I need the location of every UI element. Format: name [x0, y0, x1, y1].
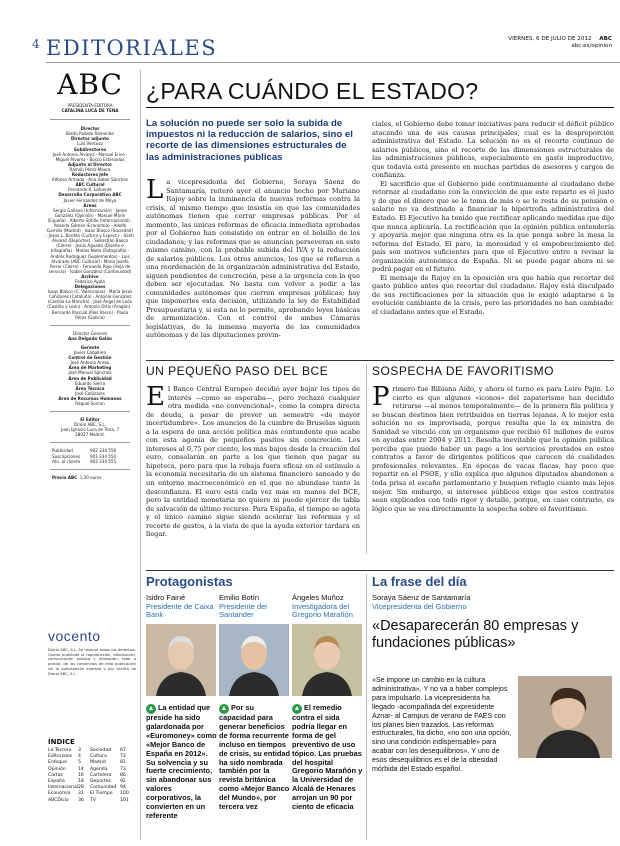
- index-cell: 4: [78, 754, 81, 760]
- contact-value: 902 334 555: [90, 458, 117, 464]
- index-cell: Editoriales: [48, 754, 73, 760]
- favoritismo-body: [372, 382, 614, 513]
- index-cell: El Tiempo: [90, 791, 113, 797]
- management-name: José Cañizares: [75, 390, 105, 396]
- bce-title: UN PEQUEÑO PASO DEL BCE: [146, 364, 329, 378]
- staff-name: Javier Fernández de Moya: [63, 197, 117, 203]
- protagonist-card: [146, 593, 217, 820]
- main-editorial-text: a vicepresidenta del Gobierno, Soraya Sáenz de Santamaría, reiteró ayer el anuncio hecho por Mariano Rajoy sobre la inminencia de nuevas reformas contra la crisis, al mismo tiempo que insistía en que las comunidades autónomas tienen que cerrar empresas públicas. Por el momento, las únicas reformas de eficacia inmediata aprobadas por el Gobierno han consistido en entrar en el bolsillo de los ciudadanos; y las reformas que se anuncian perseveran en este mismo camino, con la probable subida del IVA y la reducción de salarios públicos. Los otros anuncios, los que se refieren a una reordenación de la organización administrativa del Estado, siguen pendientes de concreción, pese a la urgencia con la que deben ser ejecutadas. No basta con volver a pedir a las comunidades autónomas que cierren empresas públicas; hay que imponerles esta decisión, utilizando la ley de Estabilidad Presupuestaria y, si esta no lo permite, aprobando leyes básicas de armonización. Con el control de ambas Cámaras legislativas, de la inmensa mayoría de las comunidades autónomas y de las diputaciones provin-: [146, 178, 360, 339]
- up-arrow-icon: ▲: [147, 705, 155, 712]
- up-arrow-icon: ▲: [293, 705, 301, 712]
- index-cell: 5: [78, 760, 81, 766]
- staff-role: Áreas: [83, 202, 97, 208]
- index-cell: Cartelera: [90, 772, 112, 778]
- protagonist-card: [219, 593, 291, 812]
- index-cell: 18: [78, 779, 84, 785]
- staff-name: Alfonso Armada · Ana Isabel Sánchez: [51, 177, 129, 183]
- index-cell: 14: [78, 766, 84, 772]
- index-cell: Opinión: [48, 766, 66, 772]
- index-cell: ABCDicio: [48, 797, 69, 803]
- index-cell: 31: [78, 791, 84, 797]
- management-name: Javier Caballero: [73, 350, 107, 356]
- management-name: Raquel Sorcon: [75, 400, 105, 406]
- staff-role: Subdirectores: [73, 146, 107, 152]
- main-editorial-title: ¿PARA CUÁNDO EL ESTADO?: [146, 78, 479, 104]
- protagonist-quote-text: La entidad que preside ha sido galardonada por «Euromoney» como «Mejor Banco de España en 2012». Su solvencia y su fuerte crecimiento, sin abandonar sus valores corporativos, la convierten en un referente: [146, 703, 217, 820]
- page-number: 4: [32, 37, 40, 51]
- staff-role: ABC Cultural: [75, 182, 105, 188]
- index-cell: 81: [120, 760, 126, 766]
- staff-role: Adjunto al Director: [68, 161, 112, 167]
- index-cell: 86: [120, 772, 126, 778]
- staff-role: Delegaciones: [74, 284, 106, 290]
- date: VIERNES, 6 DE JULIO DE 2012: [508, 36, 592, 42]
- section-title: EDITORIALES: [46, 36, 218, 60]
- index-cell: Internacional: [48, 785, 79, 791]
- staff-name: Sergio Galiano (Información) · Jaime González (Opinión) · Manuel Marín (España) · Alberto Sotillo (Internacional) · Yolanda Gómez (Economía) · Adolfo Garrido (Madrid) · Isaac Blasco (Sociedad) · Jesús L. Bardón (Cultura y Espect.) · Santi Álvarez (Deportes) · Sebastián Basco (Cierre) · Jesús Aguado (Diseño e Infografía) · Matías Nieto (Fotografía) · Andrés Rodríguez (Suplementos) · Luis Alvarado (ABC Cultural) · María Josefa Ferrer (Cierre) · Fernando Rojo (Hoja de servicio) · Isabel González (Continuidad): [46, 207, 134, 274]
- index-cell: Enfoque: [48, 760, 67, 766]
- index-cell: Agenda: [90, 766, 108, 772]
- index-title: ÍNDICE: [48, 738, 75, 746]
- main-editorial-col1: [146, 175, 360, 340]
- main-editorial-subhead: La solución no puede ser solo la subida de impuestos ni la reducción de salarios, sino el recorte de las dimensiones estructurales de las administraciones públicas: [146, 118, 353, 163]
- contact-value: 901 334 554: [90, 453, 117, 459]
- index-table: [48, 748, 136, 804]
- protagonist-quote: [146, 704, 218, 821]
- frase-text: «Se impone un cambio en la cultura administrativa». Y no va a haber complejos para impulsarlo. La vicepresidenta ha llegado -acompañada del expresidente Aznar- al Campus de verano de FAES con los planes bien trazados. Las reformas estructurales, ha dicho, «no son una opción, sino una condición indispensable» para acabar con los desequilibrios». Y uno de esos desequilibrios es el de la obesidad mórbida del Estado español.: [372, 676, 512, 774]
- portrait-image: [518, 676, 612, 758]
- site: abc.es/opinion: [571, 43, 612, 49]
- index-cell: Sociedad: [90, 748, 112, 753]
- index-cell: 67: [120, 748, 126, 753]
- contact-label: Suscripciones: [52, 453, 81, 459]
- management-role: Gerente: [80, 344, 100, 350]
- portrait-image: [146, 624, 216, 696]
- protagonistas-title: Protagonistas: [146, 574, 233, 589]
- editor-line: 28027 Madrid.: [75, 432, 105, 438]
- management-name: Eduardo Sierra: [74, 380, 106, 386]
- index-cell: España: [48, 779, 65, 785]
- director-name: Ana Delgado Galán: [68, 335, 112, 341]
- index-cell: 16: [78, 772, 84, 778]
- contact-label: Atn. al cliente: [52, 458, 81, 464]
- management-name: José Manuel Sánchez: [68, 370, 112, 376]
- index-cell: 3: [78, 748, 81, 753]
- director-label: Director General: [73, 330, 107, 336]
- editor-line: Juan Ignacio Luca de Tena, 7: [60, 427, 120, 433]
- index-cell: 94: [120, 785, 126, 791]
- portrait-image: [292, 624, 362, 696]
- protagonist-quote: [219, 704, 291, 812]
- staff-name: Bieito Rubido Ramonde: [66, 131, 114, 137]
- up-arrow-icon: ▲: [220, 705, 228, 712]
- favoritismo-title: SOSPECHA DE FAVORITISMO: [372, 364, 554, 378]
- main-editorial-text: El sacrificio que el Gobierno pide continuamente al ciudadano debe retornar al ciudadano con la convicción de que este reparto es el justo y de que el dinero que se le toma de más o se le resta de su pensión o salario no va destinado a financiar la hipertrofia administrativa del Estado. El Ejecutivo ha tenido que rectificar aplicando medidas que dijo que nunca aplicaría. La rectificación que la opinión pública entendería y apoyaría mejor que ninguna otra es la que ponga sobre la mesa la reforma del Estado. El paro, la morosidad y el empobrecimiento del país son motivos suficientes para que el Ejecutivo entre a revisar la organización autonómica de España. Ni se puede pagar ahora ni se podrá pagar en el futuro.: [372, 179, 614, 274]
- index-cell: La Tercera: [48, 748, 72, 753]
- management-list: [46, 345, 134, 406]
- bce-body: [146, 382, 361, 539]
- management-role: Control de Gestión: [68, 355, 112, 361]
- protagonist-photo: [292, 624, 362, 696]
- main-editorial-text: ciales, el Gobierno debe tomar iniciativas para reducir el déficit público atacando una de sus causas principales, cual es la desproporción administrativa del Estado. La solución no es el recorte continuo de salarios públicos, sino el recorte de las dimensiones estructurales de las administraciones públicas, especialmente en gasto improductivo, que todavía está presente en muchas partidas de asesores y cargos de confianza.: [372, 120, 614, 180]
- protagonist-quote: [292, 704, 364, 812]
- index-cell: 28: [78, 785, 84, 791]
- founder-name: CATALINA LUCA DE TENA: [61, 108, 119, 114]
- staff-name: Isaac Blasco (C. Valenciana) · María Jesús Cañizares (Cataluña) · Antonio González (Castilla-La Mancha) · José Ángel de León (Castilla y León) · Antonio Ortiz (Aragón) · Bernardo Pascual (País Vasco) · Paula Pérez (Galicia): [47, 289, 133, 320]
- dropcap: P: [372, 382, 390, 412]
- index-cell: 36: [78, 797, 84, 803]
- price: Precio ABC 1,30 euros: [52, 474, 102, 480]
- header-rule: [46, 62, 620, 63]
- protagonist-name: Isidro Fainé: [146, 593, 186, 602]
- management-role: Área de Publicidad: [68, 375, 112, 381]
- index-cell: Deportes: [90, 779, 111, 785]
- index-cell: 92: [120, 779, 126, 785]
- protagonist-name: Emilio Botín: [219, 593, 260, 602]
- staff-name: José Antonio Álvarez · Manuel Erice · Miguel Álvarez · Bosco Esteruelas: [52, 151, 128, 162]
- contact-value: 902 334 556: [90, 448, 117, 454]
- staff-role: Director adjunto: [71, 136, 109, 142]
- main-editorial-col2: [372, 120, 614, 317]
- dropcap: E: [146, 382, 165, 412]
- frase-quote: «Desaparecerán 80 empresas y fundaciones públicas»: [372, 618, 579, 651]
- staff-name: Ramón Pérez-Maura: [69, 166, 111, 172]
- frase-title: La frase del día: [372, 574, 467, 589]
- staff-name: Fernando R. Lafuente: [68, 187, 112, 193]
- contact-row: [52, 459, 134, 464]
- protagonist-card: [292, 593, 363, 812]
- management-role: Área de Marketing: [68, 365, 112, 371]
- bce-text: l Banco Central Europeo decidió ayer bajar los tipos de interés —como se esperaba—, pero rechazó cualquier otra medida «no convencional», como la compra directa de deuda, a pesar de prever un semestre «de mayor incertidumbre». Los anuncios de la cumbre de Bruselas siguen a la espera de una acción política más contundente que acabe con esta agonía de pequeños pasitos sin concreción. Los intereses al 0,75 por ciento, los más bajos desde la creación del euro, consolarán en parte a los que tienen que pagar su hipoteca, pero para que la rebaja fuera eficaz en el estímulo a la economía necesitaría de un sistema financiero saneado y de un entorno macroeconómico en el que no abundase tanto la desconfianza. El euro está cada vez más en manos del BCE, pero la entidad monetaria no quiere ni puede ejercer de tabla de salvación de último recurso. Para España, el tiempo se agota y el único camino sigue siendo acelerar las reformas y el recorte de gastos, a la vista de que la ayuda exterior tardará en llegar.: [146, 385, 361, 539]
- staff-role: Director: [80, 126, 100, 132]
- favoritismo-text: rimero fue Bibiana Aído, y ahora el turno es para Leire Pajín. Lo cierto es que algunos «iconos» del zapaterismo han decidido retirarse —al menos temporalmente— de la primera fila política y se buscan destinos bien retribuidos en tierras lejanas. A lo mejor esta solución no es improvisada, porque resulta que la ex ministra de Sanidad se vinculó con un organismo que recibió 61 millones de euros en ayudas entre 2004 y 2011. Resulta inevitable que la opinión pública perciba que puede haber un pago a los servicios prestados en estos contratos a favor de dirigentes políticos que carecen de cualidades profesionales relevantes. En épocas de vacas flacas, hay poco que repartir en el PSOE, y ello explica que algunos diputados abandonen a toda prisa el escaño parlamentario y busquen refugio cuanto más lejos mejor. Sin embargo, si intereses públicos exige que estos contratos sean explicados con todo rigor y detalle, porque, en caso contrario, es lógico que se vea directamente la sospecha sobre el favoritismo.: [372, 385, 614, 513]
- protagonist-quote-text: Por su capacidad para generar beneficios de forma recurrente incluso en tiempos de crisis, su entidad ha sido nombrada también por la revista británica como «Mejor Banco del Mundo», por tercera vez: [219, 703, 291, 812]
- index-cell: Economía: [48, 791, 71, 797]
- index-cell: TV: [90, 797, 96, 803]
- frase-name: Soraya Sáenz de Santamaría: [372, 593, 471, 602]
- management-role: Área Técnica: [75, 385, 105, 391]
- index-cell: 73: [120, 754, 126, 760]
- protagonist-name: Ángeles Muñoz: [292, 593, 344, 602]
- index-cell: Cartas: [48, 772, 63, 778]
- editor-label: El Editor: [80, 417, 100, 423]
- staff-role: Redactores Jefe: [71, 172, 109, 178]
- dateline: [508, 36, 612, 50]
- index-cell: Madrid: [90, 760, 106, 766]
- main-editorial-text: El mensaje de Rajoy en la oposición era que había que recortar del gasto público antes que recortar del ciudadano. Rajoy está disculpado de sus rectificaciones por la situación que le exigió adaptarse a la evolución cambiante de la crisis, pero las prioridades no han cambiado: el ciudadano antes que el Estado.: [372, 273, 614, 317]
- founder-label: PRESIDENTA-EDITORA: [67, 103, 113, 108]
- management-role: Área de Recursos Humanos: [58, 395, 122, 401]
- editor-line: Diario ABC, S.L.: [74, 422, 106, 428]
- index-cell: 100: [120, 791, 129, 797]
- portrait-image: [219, 624, 289, 696]
- frase-role: Vicepresidenta del Gobierno: [372, 601, 467, 611]
- staff-name: Federico Ayala: [75, 279, 105, 284]
- index-cell: Comunidad: [90, 785, 117, 791]
- index-row: [48, 798, 136, 804]
- index-cell: Cultura: [90, 754, 107, 760]
- index-cell: 101: [120, 797, 129, 803]
- protagonist-photo: [219, 624, 289, 696]
- vocento-logo: vocento: [48, 628, 101, 644]
- frase-photo: [518, 676, 612, 758]
- index-cell: 73: [120, 766, 126, 772]
- protagonist-photo: [146, 624, 216, 696]
- staff-role: Desarrollo Corporativo ABC: [58, 192, 122, 198]
- staff-name: Luis Ventoso: [77, 141, 103, 147]
- masthead-sidebar: [46, 70, 134, 480]
- abc-logo: ABC: [57, 68, 123, 101]
- legal-notice: Diario ABC, S.L. Se reserva todos los derechos. Queda prohibida la reproducción, distribución, comunicación pública y utilización, total o parcial, de los contenidos de esta publicación sin la autorización expresa y por escrito de Diario ABC, S.L.: [48, 648, 136, 676]
- protagonist-role: Presidente del Santander: [219, 601, 267, 619]
- brand: ABC: [599, 36, 612, 42]
- protagonist-quote-text: El remedio contra el sida podría llegar en forma de gel preventivo de uso tópico. Las pruebas del hospital Gregorio Marañón y la Universidad de Alcalá de Henares arrojan un 90 por ciento de eficacia: [292, 703, 363, 812]
- protagonist-role: Investigadora del Gregorio Marañón: [292, 601, 353, 619]
- dropcap: L: [146, 175, 164, 205]
- protagonist-role: Presidente de Caixa Bank: [146, 601, 214, 619]
- management-name: José Antonio Arnau: [70, 360, 110, 366]
- staff-role: Archivo: [81, 273, 99, 279]
- contact-label: Publicidad: [52, 448, 73, 454]
- contacts: [46, 448, 134, 463]
- staff-list: [46, 126, 134, 320]
